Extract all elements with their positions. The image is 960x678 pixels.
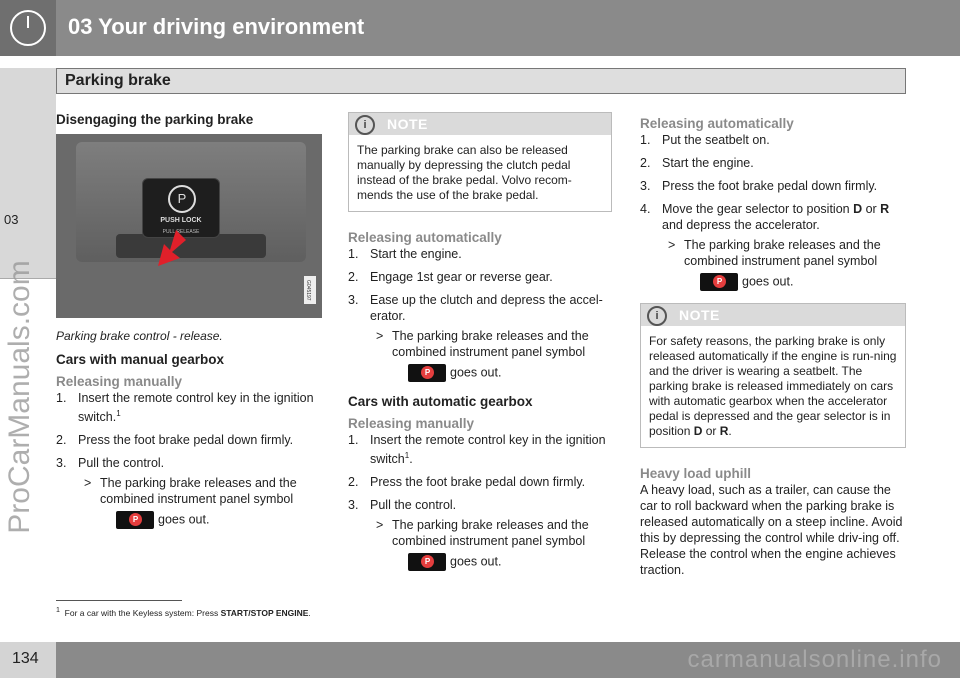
pull-arrow-icon xyxy=(154,230,190,270)
footnote-divider xyxy=(56,600,182,601)
footer-watermark: carmanualsonline.info xyxy=(687,646,942,673)
list-item: 3. Ease up the clutch and depress the accel-erator. > The parking brake releases and the combined instrument panel symbol P goes out. xyxy=(348,292,612,382)
figure-code: G045197 xyxy=(304,276,316,304)
list-item: 2. Engage 1st gear or reverse gear. xyxy=(348,270,553,284)
chapter-number: 03 xyxy=(4,212,19,227)
list-item: 3. Press the foot brake pedal down firmly. xyxy=(640,179,878,193)
parking-brake-warning-icon: P xyxy=(700,273,738,291)
note-title: NOTE xyxy=(387,116,428,132)
figure-caption: Parking brake control - release. xyxy=(56,329,223,343)
info-icon: i xyxy=(355,115,375,135)
list-item: 1. Insert the remote control key in the ignition switch$^1$. xyxy=(348,433,606,467)
list-item: 2. Start the engine. xyxy=(640,156,754,170)
page-number: 134 xyxy=(12,650,39,667)
side-watermark: ProCarManuals.com xyxy=(3,260,36,534)
list-item: 2. Press the foot brake pedal down firmly. xyxy=(348,475,586,490)
subheading-releasing-automatically: Releasing automatically xyxy=(640,116,794,131)
subheading-manual: Cars with manual gearbox xyxy=(56,352,225,367)
parking-brake-warning-icon: P xyxy=(408,364,446,382)
column-3 xyxy=(640,112,906,578)
column-2 xyxy=(348,112,612,578)
list-item: 3. Pull the control. > The parking brake releases and the combined instrument panel symbol P goes out. xyxy=(56,455,324,529)
steps-list xyxy=(640,132,906,291)
note-title: NOTE xyxy=(679,307,720,323)
list-item: 2. Press the foot brake pedal down firmly. xyxy=(56,433,294,448)
step-result: > The parking brake releases and the combined instrument panel symbol P goes out. xyxy=(370,517,612,571)
note-text: The parking brake can also be released manually by depressing the clutch pedal instead of the brake pedal. Volvo recom-mends the use of the brake pedal. xyxy=(357,143,572,202)
section-title: Parking brake xyxy=(65,72,171,89)
list-item: 1. Put the seatbelt on. xyxy=(640,133,770,147)
step-result: > The parking brake releases and the combined instrument panel symbol P goes out. xyxy=(662,237,906,291)
list-item: 1. Start the engine. xyxy=(348,247,462,261)
info-icon: i xyxy=(647,306,667,326)
note-header xyxy=(349,113,611,135)
list-item: 1. Insert the remote control key in the ignition switch.$^1$ xyxy=(56,391,314,425)
switch-label-top: PUSH LOCK xyxy=(160,217,202,224)
footnote: $^1$ For a car with the Keyless system: Press START/STOP ENGINE. xyxy=(56,606,311,618)
steps-list xyxy=(348,432,612,571)
switch-label-bottom: PULL RELEASE xyxy=(162,229,200,235)
list-item: 4. Move the gear selector to position D or R and depress the accelerator. > The parking brake releases and the combined instrument panel symbol P goes out. xyxy=(640,201,906,291)
subheading-releasing-manually: Releasing manually xyxy=(56,374,183,389)
page-header xyxy=(0,0,960,56)
note-text: For safety reasons, the parking brake is only released automatically if the engine is run-ning and the driver is wearing a seatbelt. The parking brake is released immediately on cars with automatic gearbox when the accelerator pedal is depressed and the gear selector is in position D or R. xyxy=(649,334,897,438)
subheading-automatic: Cars with automatic gearbox xyxy=(348,394,533,409)
section-heading: Disengaging the parking brake xyxy=(56,112,254,127)
p-icon: P xyxy=(168,185,196,213)
heavy-load-paragraph: A heavy load, such as a trailer, can cause the car to roll backward when the parking brake is released automatically on a steep incline. Avoid this by depressing the control while driv-ing off. Release the control when the engine achieves traction. xyxy=(640,483,903,577)
step-result: > The parking brake releases and the combined instrument panel symbol P goes out. xyxy=(78,475,324,529)
subheading-releasing-automatically: Releasing automatically xyxy=(348,230,502,245)
parking-brake-warning-icon: P xyxy=(408,553,446,571)
section-header xyxy=(56,68,906,94)
parking-brake-warning-icon: P xyxy=(116,511,154,529)
note-header xyxy=(641,304,905,326)
parking-brake-switch xyxy=(142,178,220,238)
parking-brake-figure xyxy=(56,134,322,318)
column-1 xyxy=(56,112,324,529)
subheading-releasing-manually: Releasing manually xyxy=(348,416,475,431)
steps-list xyxy=(56,390,324,529)
steps-list xyxy=(348,246,612,382)
list-item: 3. Pull the control. > The parking brake releases and the combined instrument panel symbol P goes out. xyxy=(348,497,612,571)
step-result: > The parking brake releases and the combined instrument panel symbol P goes out. xyxy=(370,328,612,382)
subheading-heavy-load: Heavy load uphill xyxy=(640,466,752,481)
speedometer-icon xyxy=(0,0,56,56)
chapter-title: 03 Your driving environment xyxy=(68,14,365,39)
note-box xyxy=(348,112,612,212)
note-box xyxy=(640,303,906,448)
